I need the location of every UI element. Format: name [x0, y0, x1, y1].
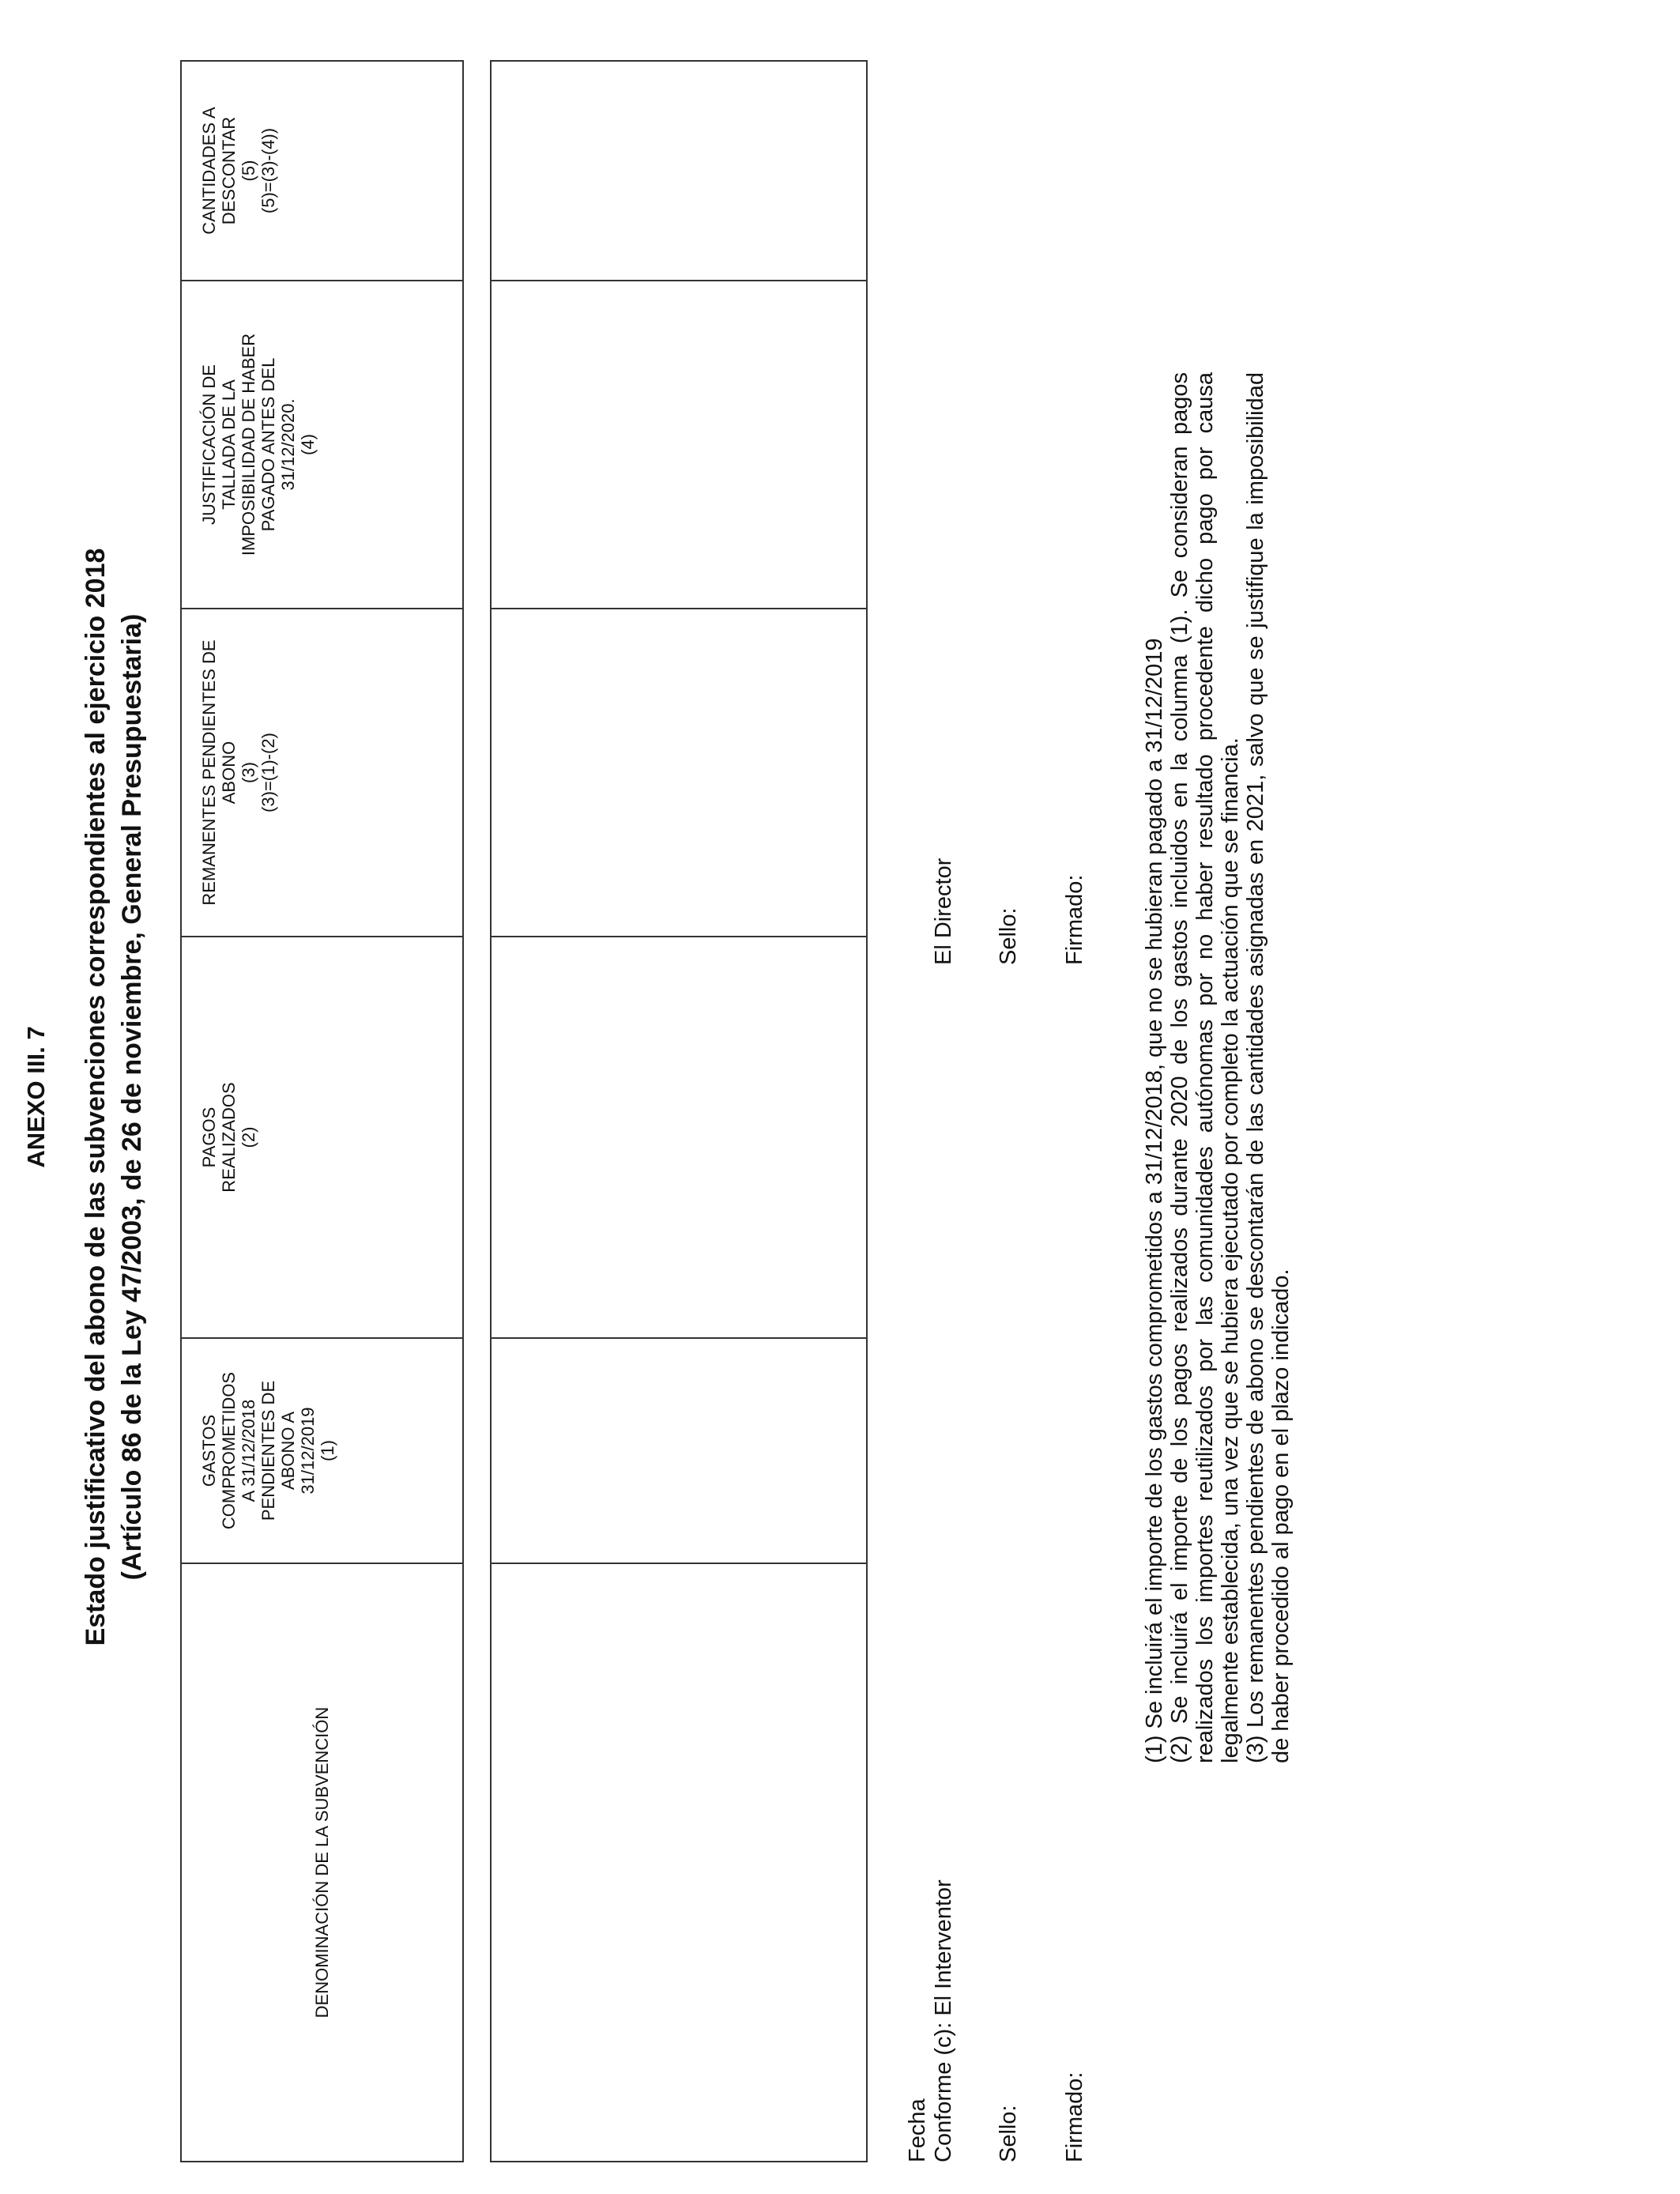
- footnote-1: (1) Se incluirá el importe de los gastos comprometidos a 31/12/2018, que no se hubieran pagado a 31/12/2019: [1142, 638, 1167, 1763]
- sello-right-label: Sello:: [996, 907, 1021, 965]
- director-label: El Director: [931, 858, 956, 965]
- column-header: GASTOS COMPROMETIDOS A 31/12/2018 PENDIENTES DE ABONO A 31/12/2019 (1): [199, 1371, 337, 1530]
- firmado-right-label: Firmado:: [1062, 874, 1087, 965]
- firmado-left-label: Firmado:: [1062, 2071, 1087, 2162]
- column-header: DENOMINACIÓN DE LA SUBVENCIÓN: [312, 1706, 332, 2019]
- conforme-label: Conforme (c): El Interventor: [931, 1879, 956, 2162]
- column-cantidades-descontar: [182, 62, 462, 281]
- form-title: Estado justificativo del abono de las subvenciones correspondientes al ejercicio 2018: [81, 548, 111, 1646]
- table-header: [180, 60, 464, 2162]
- cell-pagos-input[interactable]: [492, 937, 866, 1339]
- form-subtitle: (Artículo 86 de la Ley 47/2003, de 26 de noviembre, General Presupuestaria): [117, 613, 147, 1581]
- sello-left-label: Sello:: [996, 2105, 1021, 2162]
- column-remanentes: [182, 609, 462, 937]
- fecha-label: Fecha: [905, 2098, 930, 2162]
- column-denominacion: [182, 1564, 462, 2161]
- cell-denominacion-input[interactable]: [492, 1564, 866, 2161]
- cell-remanentes-input[interactable]: [492, 609, 866, 937]
- column-justificacion: [182, 281, 462, 609]
- column-gastos-comprometidos: [182, 1339, 462, 1564]
- column-header: CANTIDADES A DESCONTAR (5) (5)=(3)-(4)): [199, 107, 278, 235]
- column-pagos-realizados: [182, 937, 462, 1339]
- cell-cantidades-input[interactable]: [492, 62, 866, 281]
- footnote-3: (3) Los remanentes pendientes de abono se descontarán de las cantidades asignadas en 2021, salvo que se justifique la imposibilidad de haber procedido al pago en el plazo indicado.: [1243, 372, 1294, 1763]
- column-header: JUSTIFICACIÓN DE TALLADA DE LA IMPOSIBILIDAD DE HABER PAGADO ANTES DEL 31/12/2020. (4): [199, 333, 318, 556]
- footnotes: [1142, 372, 1294, 1763]
- table-body: [490, 60, 868, 2162]
- cell-justificacion-input[interactable]: [492, 281, 866, 609]
- annex-label: ANEXO III. 7: [22, 1026, 50, 1168]
- column-header: REMANENTES PENDIENTES DE ABONO (3) (3)=(1)-(2): [199, 639, 278, 906]
- cell-gastos-input[interactable]: [492, 1339, 866, 1564]
- footnote-2: (2) Se incluirá el importe de los pagos realizados durante 2020 de los gastos incluidos en la columna (1). Se consideran pagos realizados los importes reutilizados por las comunidades autónomas por no haber resultado procedente dicho pago por causa legalmente establecida, una vez que se hubiera ejecutado por completo la actuación que se financia.: [1167, 372, 1243, 1763]
- column-header: PAGOS REALIZADOS (2): [199, 1082, 258, 1193]
